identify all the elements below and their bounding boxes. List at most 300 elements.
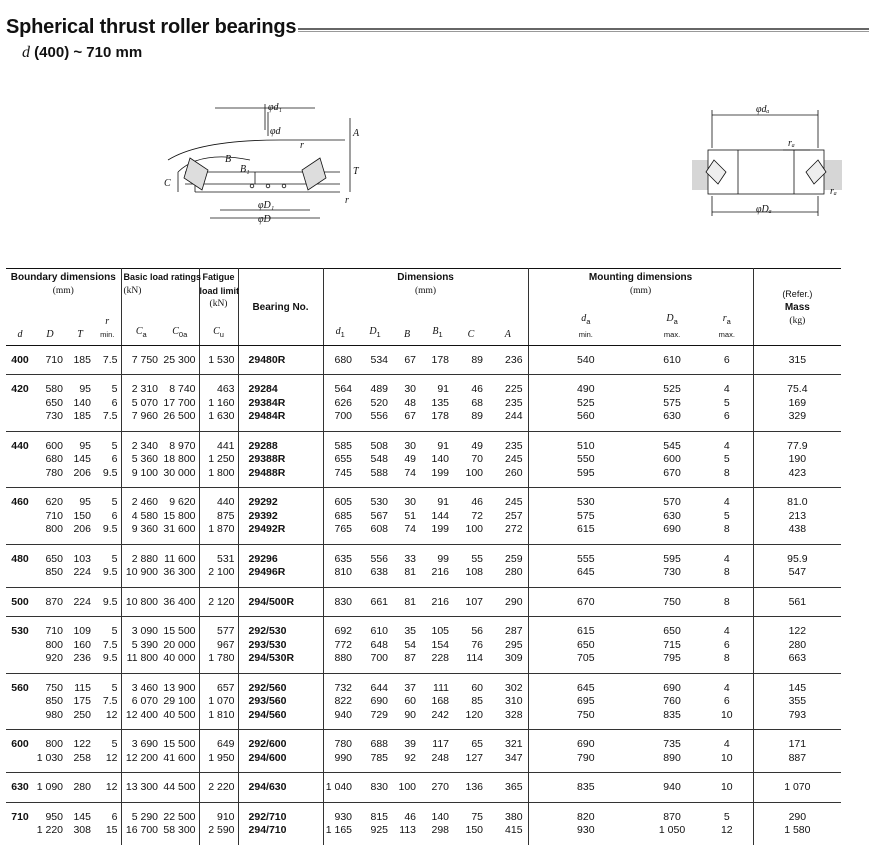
table-cell: 657 [199,673,238,695]
table-cell: 49 [404,453,417,466]
fig-label-D: φD [258,214,271,225]
table-cell: 40 000 [161,652,199,673]
table-cell: 850 [34,566,66,587]
table-cell: 309 [488,652,528,673]
header-mounting-dimensions [528,269,753,299]
table-cell: 224 [66,566,94,587]
table-cell: 6 [701,410,753,431]
fig-label-da: φdₐ [756,104,770,115]
table-cell: 732 [334,681,353,694]
header-boundary-unit: (mm) [52,285,74,296]
table-cell: 822 [334,695,353,708]
table-cell: 258 [66,752,94,773]
table-cell: 1 090 [34,773,66,803]
table-cell: 91 [437,439,450,452]
table-cell: 65 [471,738,484,751]
table-cell: 440 [199,488,238,510]
table-cell: 298 [431,824,450,837]
table-cell: 8 [701,467,753,488]
table-cell: 1 580 [784,824,811,837]
table-cell: 206 [66,467,94,488]
col-B1: $B_1$ [421,312,454,346]
table-row [6,617,841,639]
col-D: D [34,312,66,346]
table-cell: 40 500 [161,709,199,730]
table-row [6,523,841,544]
table-cell: 8 970 [161,431,199,453]
table-row [6,566,841,587]
table-cell: 91 [437,383,450,396]
table-cell: 7 960 [121,410,161,431]
table-cell: 35 [404,625,417,638]
table-cell: 570 [663,496,681,509]
table-cell: 6 070 [131,695,159,708]
table-cell: 490 [577,383,595,396]
table-row [6,587,841,617]
cell-bearing-no: 29296 [238,544,323,566]
table-cell: 250 [66,709,94,730]
header-basic-load-ratings [121,269,202,299]
table-cell: 644 [370,681,389,694]
table-cell: 30 [404,439,417,452]
table-cell: 772 [334,638,353,651]
table-cell: 650 [663,625,681,638]
table-cell: 74 [393,467,421,488]
table-cell: 36 300 [161,566,199,587]
table-cell: 10 [701,752,753,773]
table-cell: 556 [357,410,393,431]
cell-bore-d [6,639,34,653]
table-cell: 12 [94,752,121,773]
table-cell: 77.9 [787,439,808,452]
table-cell: 2 590 [199,824,238,845]
table-cell: 68 [471,396,484,409]
table-cell: 3 090 [131,625,159,638]
table-cell: 7.5 [94,410,121,431]
table-cell: 880 [323,652,357,673]
table-cell: 729 [357,709,393,730]
cell-bore-d [6,410,34,431]
table-cell: 5 360 [131,453,159,466]
table-cell: 150 [73,509,91,522]
table-cell: 695 [577,695,595,708]
table-cell: 46 [404,810,417,823]
col-C0a: $C_{0a}$ [161,312,199,346]
table-cell: 548 [370,453,389,466]
table-cell: 980 [34,709,66,730]
table-cell: 564 [334,383,353,396]
table-cell: 16 700 [125,824,159,837]
table-row [6,652,841,673]
table-cell: 508 [370,439,389,452]
table-cell: 561 [753,587,841,617]
table-cell: 520 [370,396,389,409]
table-cell: 7.5 [94,639,121,653]
table-cell: 795 [643,652,701,673]
col-d: d [6,312,34,346]
fig-label-d1: φd₁ [268,102,283,113]
table-cell: 30 [404,496,417,509]
table-cell: 5 [94,431,121,453]
table-cell: 135 [431,396,450,409]
table-cell: 1 070 [753,773,841,803]
table-row [6,695,841,709]
table-cell: 940 [323,709,357,730]
table-cell: 39 [404,738,417,751]
table-cell: 1 810 [199,709,238,730]
table-cell: 575 [663,396,681,409]
table-row [6,410,841,431]
table-row [6,544,841,566]
table-cell: 635 [334,552,353,565]
cell-bearing-no: 292/710 [238,802,323,824]
cell-bearing-no: 29480R [238,345,323,375]
table-cell: 610 [643,345,701,375]
table-cell: 228 [421,652,454,673]
table-cell: 2 340 [131,439,159,452]
table-cell: 1 870 [199,523,238,544]
header-bearing-label: Bearing No. [252,302,309,314]
table-cell: 6 [701,345,753,375]
header-boundary-label: Boundary dimensions [10,272,116,283]
table-cell: 55 [471,552,484,565]
table-cell: 150 [465,824,484,837]
table-cell: 67 [393,345,421,375]
bearing-group [6,773,841,803]
table-cell: 608 [357,523,393,544]
table-cell: 127 [454,752,488,773]
table-cell: 2 100 [199,566,238,587]
table-cell: 760 [663,695,681,708]
table-cell: 4 580 [131,509,159,522]
table-cell: 875 [199,510,238,524]
cell-bore-d: 560 [11,681,29,694]
table-cell: 100 [393,773,421,803]
table-cell: 295 [488,639,528,653]
table-cell: 99 [437,552,450,565]
table-cell: 5 [701,453,753,467]
table-cell: 9.5 [94,587,121,617]
bearing-table [6,268,841,845]
table-cell: 67 [393,410,421,431]
table-cell: 26 500 [161,410,199,431]
cell-bore-d: 420 [11,383,29,396]
table-cell: 25 300 [161,345,199,375]
table-cell: 920 [34,652,66,673]
table-cell: 41 600 [161,752,199,773]
subtitle-range: (400) ~ 710 mm [34,44,143,61]
table-cell: 224 [66,587,94,617]
table-cell: 715 [663,638,681,651]
table-cell: 107 [454,587,488,617]
table-cell: 820 [577,810,595,823]
table-cell: 5 [94,730,121,752]
col-A: A [488,312,528,346]
table-cell: 9 360 [121,523,161,544]
table-cell: 780 [34,467,66,488]
table-cell: 178 [421,345,454,375]
table-cell: 2 880 [131,552,159,565]
table-cell: 8 [701,587,753,617]
header-fatigue-line1: Fatigue [202,272,235,282]
table-cell: 140 [431,810,450,823]
table-cell: 365 [488,773,528,803]
table-row [6,673,841,695]
table-cell: 9.5 [94,523,121,544]
table-cell: 4 [701,375,753,397]
table-cell: 100 [454,467,488,488]
col-B: B [393,312,421,346]
table-cell: 5 [94,617,121,639]
table-cell: 649 [199,730,238,752]
col-D1: $D_1$ [357,312,393,346]
table-cell: 178 [421,410,454,431]
table-row [6,773,841,803]
header-mounting-label: Mounting dimensions [588,272,693,283]
table-cell: 122 [788,625,807,638]
table-cell: 650 [45,552,63,565]
table-cell: 887 [753,752,841,773]
col-Da-max: $D_a$ max. [643,312,701,346]
table-cell: 850 [45,695,63,708]
table-row [6,375,841,397]
cell-bearing-no: 29288 [238,431,323,453]
table-cell: 245 [488,488,528,510]
table-cell: 85 [471,695,484,708]
table-cell: 690 [643,523,701,544]
table-cell: 530 [370,496,389,509]
table-cell: 36 400 [161,587,199,617]
table-cell: 750 [45,681,63,694]
table-cell: 547 [753,566,841,587]
table-cell: 206 [66,523,94,544]
table-cell: 800 [45,738,63,751]
page-subtitle [22,44,142,62]
col-Cu: $C_u$ [199,312,238,346]
mounting-dimensions-figure [688,100,848,220]
cell-bore-d [6,523,34,544]
table-cell: 72 [471,509,484,522]
table-cell: 308 [73,824,91,837]
table-cell: 1 630 [199,410,238,431]
table-row [6,824,841,845]
fig-label-A: A [353,128,360,139]
table-cell: 12 200 [121,752,161,773]
cell-bearing-no: 29284 [238,375,323,397]
bearing-group [6,544,841,587]
table-cell: 5 [701,510,753,524]
cell-bore-d: 460 [11,496,29,509]
table-cell: 9.5 [94,566,121,587]
table-cell: 705 [528,652,643,673]
table-cell: 2 120 [199,587,238,617]
table-row [6,709,841,730]
cell-bore-d [6,752,34,773]
cell-bearing-no: 294/710 [238,824,323,845]
table-cell: 785 [357,752,393,773]
table-cell: 8 [701,523,753,544]
cell-bore-d [6,695,34,709]
fig-label-r-bottom: r [345,195,349,206]
table-cell: 15 [94,824,121,845]
fig-label-B1: B₁ [240,164,250,175]
header-boundary-dimensions [6,269,121,299]
table-cell: 710 [45,625,63,638]
cell-bore-d: 500 [6,587,34,617]
fig-label-T: T [353,166,359,177]
table-cell: 51 [404,509,417,522]
table-cell: 670 [643,467,701,488]
table-cell: 6 [94,453,121,467]
table-cell: 7 750 [121,345,161,375]
cell-bearing-no: 29292 [238,488,323,510]
table-cell: 13 900 [161,673,199,695]
table-cell: 75 [471,810,484,823]
table-cell: 100 [454,523,488,544]
col-ra-max: $r_a$ max. [701,312,753,346]
table-cell: 259 [488,544,528,566]
table-cell: 347 [488,752,528,773]
page-title: Spherical thrust roller bearings [6,16,297,38]
header-mass-label: Mass [784,302,810,314]
table-cell: 4 [701,488,753,510]
header-load-label: Basic load ratings [123,272,202,282]
table-cell: 8 740 [161,375,199,397]
cell-bearing-no: 294/630 [238,773,323,803]
header-mass-unit: (kg) [789,315,806,326]
table-cell: 18 800 [161,453,199,467]
table-cell: 171 [788,738,807,751]
table-cell: 6 [94,802,121,824]
table-cell: 122 [73,738,91,751]
table-cell: 1 800 [199,467,238,488]
table-cell: 540 [528,345,643,375]
cell-bore-d [6,824,34,845]
fig-label-D1: φD₁ [258,200,275,211]
bearing-group [6,431,841,488]
table-cell: 290 [488,587,528,617]
bearing-group [6,375,841,432]
table-cell: 1 165 [325,824,353,837]
table-cell: 650 [45,396,63,409]
table-cell: 9.5 [94,467,121,488]
table-cell: 870 [34,587,66,617]
table-cell: 95 [79,496,91,509]
table-cell: 216 [421,566,454,587]
table-cell: 109 [73,625,91,638]
table-cell: 525 [577,396,595,409]
table-cell: 967 [199,639,238,653]
table-cell: 950 [45,810,63,823]
table-cell: 626 [334,396,353,409]
table-row [6,467,841,488]
table-cell: 60 [404,695,417,708]
table-cell: 213 [788,509,807,522]
table-cell: 144 [431,509,450,522]
table-cell: 242 [421,709,454,730]
table-cell: 555 [577,552,595,565]
table-cell: 235 [488,397,528,411]
cell-bore-d: 400 [6,345,34,375]
table-cell: 81 [393,587,421,617]
table-cell: 91 [437,496,450,509]
table-cell: 270 [421,773,454,803]
table-cell: 5 [94,375,121,397]
table-cell: 5 [94,488,121,510]
table-cell: 730 [34,410,66,431]
table-cell: 11 800 [121,652,161,673]
fig-label-Da: φDₐ [756,204,772,215]
table-cell: 33 [404,552,417,565]
table-cell: 560 [528,410,643,431]
table-cell: 730 [643,566,701,587]
table-cell: 185 [66,410,94,431]
table-cell: 216 [421,587,454,617]
table-cell: 700 [323,410,357,431]
table-cell: 680 [45,453,63,466]
table-row [6,510,841,524]
header-bearing-no [238,269,323,346]
cell-bearing-no: 29484R [238,410,323,431]
cell-bearing-no: 29392 [238,510,323,524]
table-cell: 567 [370,509,389,522]
bearing-group [6,802,841,845]
table-cell: 690 [663,681,681,694]
table-cell: 49 [471,439,484,452]
col-C: C [454,312,488,346]
header-mounting-unit: (mm) [630,285,652,296]
table-cell: 580 [45,383,63,396]
table-cell: 154 [431,638,450,651]
col-da-min: $d_a$ min. [528,312,643,346]
table-cell: 441 [199,431,238,453]
table-cell: 95 [79,383,91,396]
col-T: T [66,312,94,346]
cell-bore-d: 600 [11,738,29,751]
table-cell: 5 [94,673,121,695]
table-row [6,802,841,824]
table-cell: 556 [370,552,389,565]
table-cell: 4 [701,617,753,639]
fig-label-C: C [164,178,171,189]
table-cell: 380 [488,802,528,824]
table-row [6,453,841,467]
table-cell: 315 [753,345,841,375]
table-cell: 70 [471,453,484,466]
table-row [6,397,841,411]
table-cell: 1 250 [199,453,238,467]
table-cell: 114 [454,652,488,673]
table-cell: 750 [643,587,701,617]
table-cell: 10 [701,709,753,730]
bearing-cross-section-figure [160,100,370,232]
bearing-group [6,488,841,545]
table-cell: 190 [788,453,807,466]
table-cell: 595 [528,467,643,488]
table-cell: 31 600 [161,523,199,544]
table-cell: 87 [393,652,421,673]
header-fatigue-load-limit [199,269,238,299]
table-cell: 4 [701,673,753,695]
table-cell: 75.4 [787,383,808,396]
table-cell: 910 [199,802,238,824]
table-cell: 30 [404,383,417,396]
table-cell: 115 [74,681,91,694]
table-cell: 663 [753,652,841,673]
cell-bore-d [6,510,34,524]
cell-bearing-no: 29488R [238,467,323,488]
table-cell: 835 [643,709,701,730]
